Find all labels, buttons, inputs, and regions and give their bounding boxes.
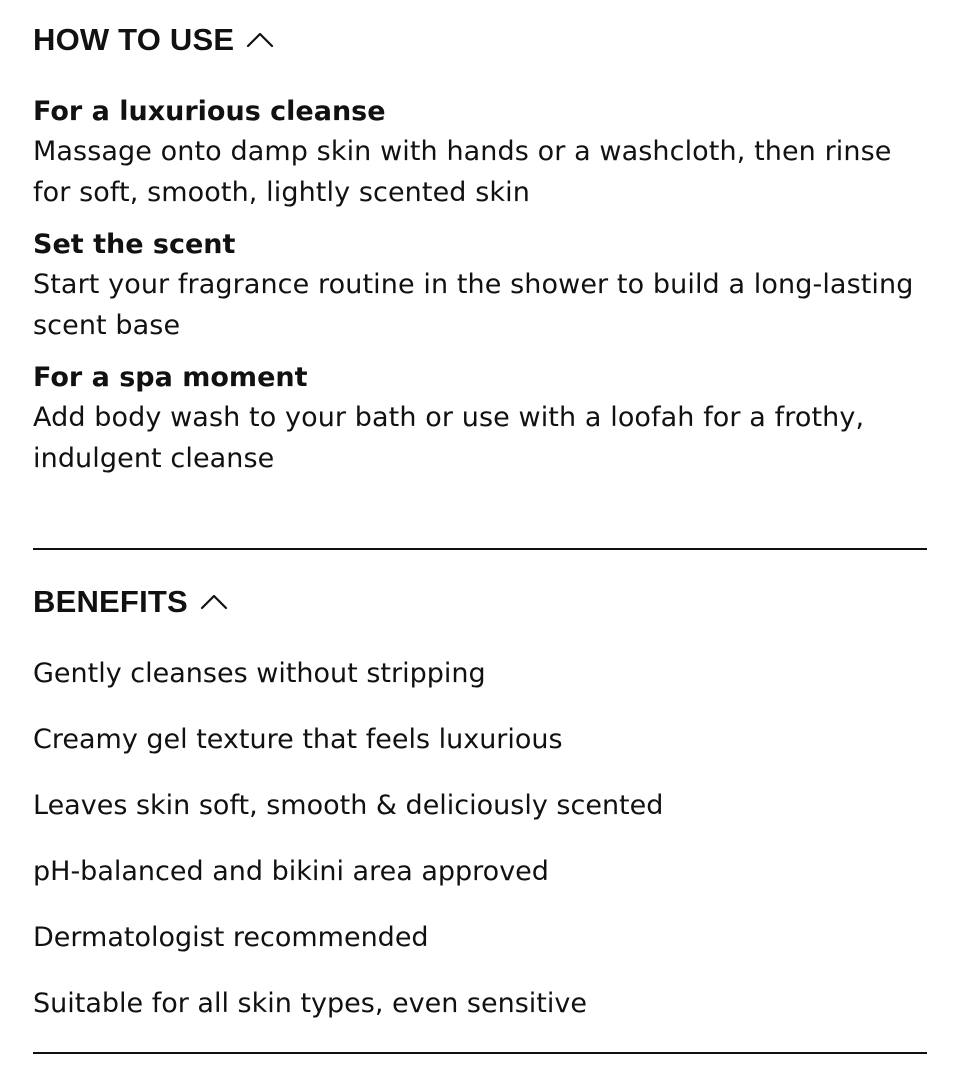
benefit-item: Gently cleanses without stripping: [33, 658, 486, 689]
tip-item: [33, 359, 927, 479]
tip-description: Add body wash to your bath or use with a loofah for a frothy, indulgent cleanse: [33, 402, 865, 474]
benefit-item: Suitable for all skin types, even sensitive: [33, 988, 587, 1019]
how-to-use-title: HOW TO USE: [33, 22, 235, 57]
tip-title: For a luxurious cleanse: [33, 96, 386, 127]
how-to-use-toggle[interactable]: [33, 22, 274, 58]
chevron-up-icon: [246, 30, 274, 50]
benefits-title: BENEFITS: [33, 584, 188, 619]
chevron-up-icon: [200, 592, 228, 612]
tip-item: [33, 226, 927, 346]
how-to-use-content: [33, 93, 927, 492]
section-divider: [33, 1052, 927, 1054]
benefits-list: [33, 652, 927, 1048]
tip-item: [33, 93, 927, 213]
tip-title: For a spa moment: [33, 362, 308, 393]
benefit-item: Creamy gel texture that feels luxurious: [33, 724, 563, 755]
benefit-item: pH-balanced and bikini area approved: [33, 856, 549, 887]
tip-description: Massage onto damp skin with hands or a washcloth, then rinse for soft, smooth, lightly scented skin: [33, 136, 892, 208]
tip-description: Start your fragrance routine in the shower to build a long-lasting scent base: [33, 269, 914, 341]
tip-title: Set the scent: [33, 229, 236, 260]
benefits-toggle[interactable]: [33, 584, 228, 620]
section-divider: [33, 548, 927, 550]
benefit-item: Leaves skin soft, smooth & deliciously scented: [33, 790, 664, 821]
benefit-item: Dermatologist recommended: [33, 922, 429, 953]
